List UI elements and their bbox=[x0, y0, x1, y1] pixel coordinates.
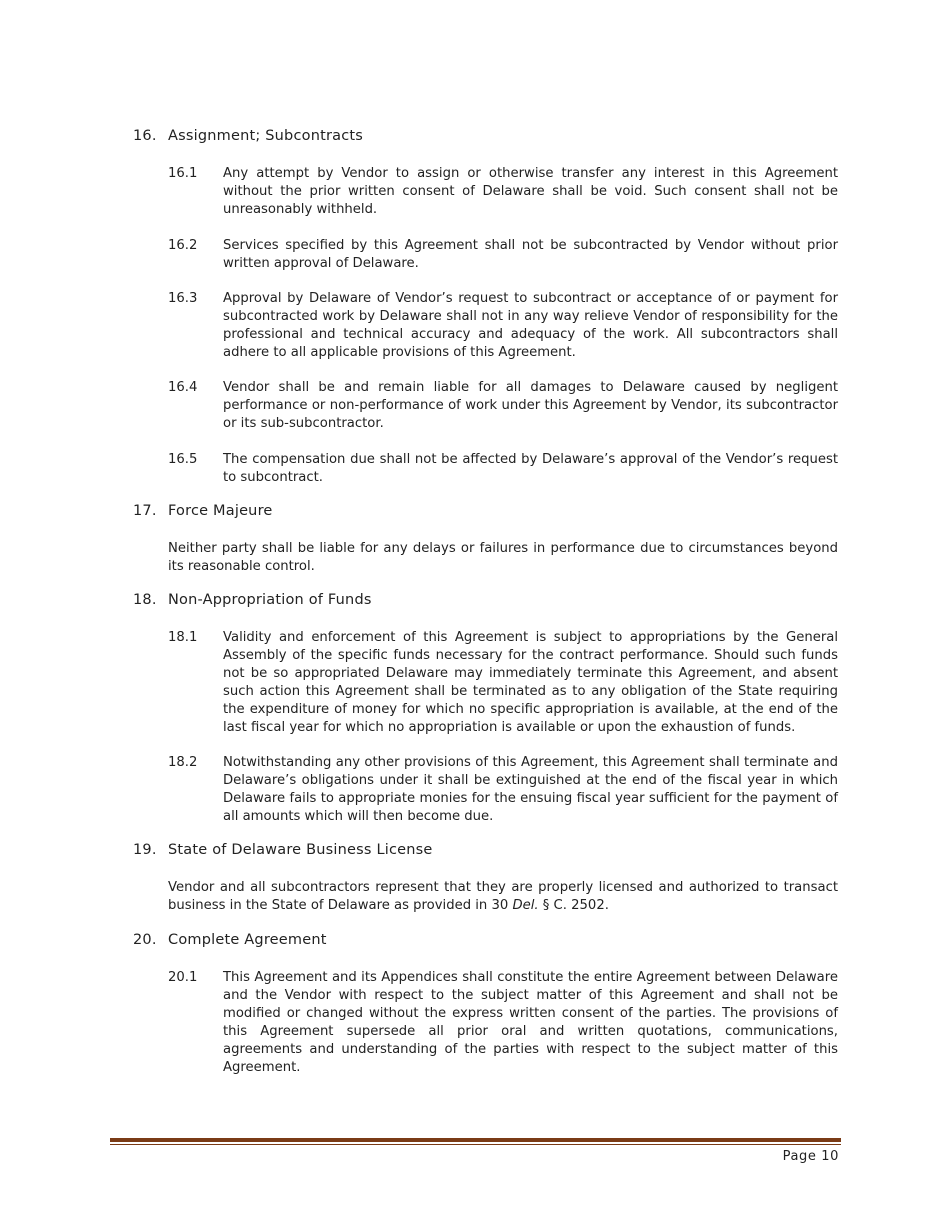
clause-18-2-number: 18.2 bbox=[168, 755, 198, 770]
page-number: Page 10 bbox=[782, 1149, 839, 1164]
clause-16-1-text: Any attempt by Vendor to assign or otherwise transfer any interest in this Agreement without the prior written consent of Delaware shall be void. Such consent shall not be unreasonably withheld. bbox=[223, 166, 838, 217]
section-18-heading bbox=[133, 592, 372, 608]
section-number: 17. bbox=[133, 503, 157, 519]
clause-20-1-text: This Agreement and its Appendices shall constitute the entire Agreement between Delaware and the Vendor with respect to the subject matter of this Agreement and shall not be modified or changed without the express written consent of the parties. The provisions of this Agreement supersede all prior oral and written quotations, communications, agreements and understanding of the parties with respect to the subject matter of this Agreement. bbox=[223, 970, 838, 1075]
clause-20-1-number: 20.1 bbox=[168, 970, 198, 985]
clause-16-4-number: 16.4 bbox=[168, 380, 198, 395]
statute-abbreviation: Del. bbox=[512, 898, 539, 913]
clause-16-3-text: Approval by Delaware of Vendor’s request to subcontract or acceptance of or payment for subcontracted work by Delaware shall not in any way relieve Vendor of responsibility for the professional and technical accuracy and adequacy of the work. All subcontractors shall adhere to all applicable provisions of this Agreement. bbox=[223, 291, 838, 360]
clause-18-1-number: 18.1 bbox=[168, 630, 198, 645]
section-19-text bbox=[168, 879, 838, 915]
section-number: 19. bbox=[133, 842, 157, 858]
section-title: State of Delaware Business License bbox=[168, 842, 433, 858]
section-20-heading bbox=[133, 932, 327, 948]
clause-18-2-text: Notwithstanding any other provisions of this Agreement, this Agreement shall terminate and Delaware’s obligations under it shall be extinguished at the end of the fiscal year in which Delaware fails to appropriate monies for the ensuing fiscal year sufficient for the payment of all amounts which will then become due. bbox=[223, 755, 838, 824]
clause-16-1-number: 16.1 bbox=[168, 166, 198, 181]
section-number: 20. bbox=[133, 932, 157, 948]
footer-rule-thin bbox=[110, 1144, 841, 1145]
clause-16-5-text: The compensation due shall not be affected by Delaware’s approval of the Vendor’s request to subcontract. bbox=[223, 452, 838, 485]
footer-rule-thick bbox=[110, 1138, 841, 1142]
section-number: 16. bbox=[133, 128, 157, 144]
section-17-text: Neither party shall be liable for any delays or failures in performance due to circumstances beyond its reasonable control. bbox=[168, 541, 838, 574]
section-16-heading bbox=[133, 128, 363, 144]
clause-16-5-number: 16.5 bbox=[168, 452, 198, 467]
section-19-heading bbox=[133, 842, 433, 858]
license-text-start: Vendor and all subcontractors represent that they are properly licensed and authorized to transact business in the State of Delaware as provided in 30 bbox=[168, 880, 838, 913]
section-title: Assignment; Subcontracts bbox=[168, 128, 364, 144]
clause-16-2-text: Services specified by this Agreement shall not be subcontracted by Vendor without prior written approval of Delaware. bbox=[223, 238, 838, 271]
clause-18-1-text: Validity and enforcement of this Agreement is subject to appropriations by the General Assembly of the specific funds necessary for the contract performance. Should such funds not be so appropriated Delaware may immediately terminate this Agreement, and absent such action this Agreement shall be terminated as to any obligation of the State requiring the expenditure of money for which no specific appropriation is available, at the end of the last fiscal year for which no appropriation is available or upon the exhaustion of funds. bbox=[223, 630, 838, 735]
license-text-end: § C. 2502. bbox=[538, 898, 609, 913]
section-title: Non-Appropriation of Funds bbox=[168, 592, 372, 608]
section-title: Force Majeure bbox=[168, 503, 273, 519]
section-title: Complete Agreement bbox=[168, 932, 327, 948]
section-17-heading bbox=[133, 503, 273, 519]
clause-16-4-text: Vendor shall be and remain liable for all damages to Delaware caused by negligent performance or non-performance of work under this Agreement by Vendor, its subcontractor or its sub-subcontractor. bbox=[223, 380, 838, 431]
section-number: 18. bbox=[133, 592, 157, 608]
clause-16-2-number: 16.2 bbox=[168, 238, 198, 253]
clause-16-3-number: 16.3 bbox=[168, 291, 198, 306]
